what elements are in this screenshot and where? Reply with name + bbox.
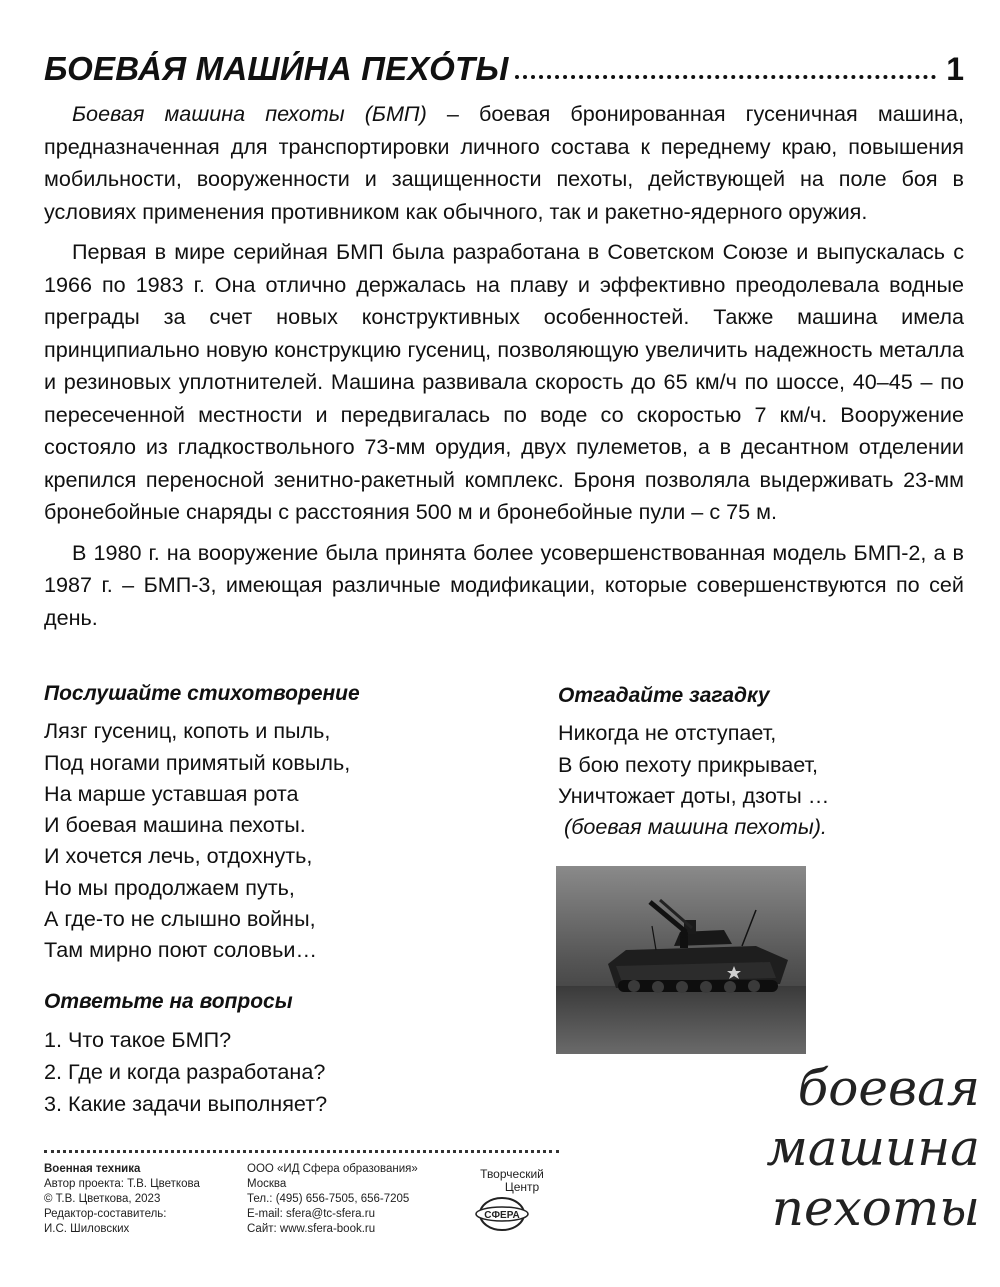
bmp-vehicle-illustration — [556, 866, 806, 1054]
page-header — [44, 40, 964, 88]
poem-line: Лязг гусениц, копоть и пыль, — [44, 718, 331, 744]
term-bmp: Боевая машина пехоты (БМП) — [72, 101, 427, 126]
article-paragraph-2: Первая в мире серийная БМП была разработана в Советском Союзе и выпускалась с 1966 по 1983 г. Она отлично держалась на плаву и эффективно преодолевала водные преграды за счет новых конструктивных особенностей. Также машина имела принципиально новую конструкцию гусениц, позволяющую увеличить надежность металла и резиновых уплотнителей. Машина развивала скорость до 65 км/ч по шоссе, 40–45 – по пересеченной местности и передвигалась по воде со скоростью 7 км/ч. Вооружение состояло из гладкоствольного 73-мм орудия, двух пулеметов, а в десантном отделении крепился переносной зенитно-ракетный комплекс. Броня позволяла выдерживать 23-мм бронебойные снаряды с расстояния 500 м и бронебойные пули – с 75 м. — [44, 239, 964, 524]
cursive-caption — [690, 1058, 980, 1238]
riddle-line: Никогда не отступает, — [558, 720, 777, 746]
project-author: Автор проекта: Т.В. Цветкова — [44, 1178, 200, 1190]
poem-line: И хочется лечь, отдохнуть, — [44, 843, 313, 869]
poem-line: На марше уставшая рота — [44, 780, 299, 806]
poem-section — [44, 678, 524, 966]
editor-name: И.С. Шиловских — [44, 1223, 130, 1235]
article-text — [44, 98, 964, 642]
questions-list — [44, 1024, 524, 1120]
question-item: 3. Какие задачи выполняет? — [44, 1091, 328, 1116]
poem-lines — [44, 715, 524, 965]
logo-line-2: Центр — [504, 1180, 540, 1194]
riddle-line: Уничтожает доты, дзоты … — [558, 782, 830, 808]
poem-line: Там мирно поют соловьи… — [44, 937, 318, 963]
publisher-name: ООО «ИД Сфера образования» — [247, 1163, 418, 1175]
publisher-email: E-mail: sfera@tc-sfera.ru — [247, 1208, 375, 1220]
poem-line: А где-то не слышно войны, — [44, 906, 316, 932]
bmp-vehicle-photo — [556, 866, 806, 1054]
article-paragraph-1 — [44, 98, 964, 228]
riddle-line: В бою пехоту прикрывает, — [558, 751, 818, 777]
question-item: 2. Где и когда разработана? — [44, 1059, 326, 1084]
cursive-line: машина — [766, 1119, 980, 1177]
publisher-city: Москва — [247, 1178, 287, 1190]
publisher-phone: Тел.: (495) 656-7505, 656-7205 — [247, 1193, 410, 1205]
questions-section — [44, 986, 524, 1120]
title-leader-dots — [515, 75, 937, 79]
sfera-logo-icon — [462, 1194, 562, 1234]
copyright: © Т.В. Цветкова, 2023 — [44, 1193, 161, 1205]
logo-line-1: Творческий — [480, 1167, 544, 1181]
poem-line: Но мы продолжаем путь, — [44, 874, 295, 900]
footer-divider — [44, 1150, 559, 1153]
riddle-answer: (боевая машина пехоты). — [564, 814, 827, 840]
footer-credits — [44, 1162, 200, 1237]
poem-line: Под ногами примятый ковыль, — [44, 749, 351, 775]
article-paragraph-3: В 1980 г. на вооружение была принята более усовершенствованная модель БМП-2, а в 1987 г. – БМП-3, имеющая различные модификации, которые совершенствуются по сей день. — [44, 539, 964, 630]
riddle-lines — [558, 717, 958, 842]
series-name: Военная техника — [44, 1163, 141, 1175]
poem-line: И боевая машина пехоты. — [44, 812, 306, 838]
logo-word: СФЕРА — [484, 1210, 520, 1221]
riddle-section — [558, 680, 958, 842]
page-number: 1 — [946, 51, 964, 87]
page-title: БОЕВА́Я МАШИ́НА ПЕХО́ТЫ — [44, 50, 509, 87]
publisher-site: Сайт: www.sfera-book.ru — [247, 1223, 376, 1235]
cursive-line: пехоты — [771, 1179, 980, 1237]
cursive-line: боевая — [797, 1059, 980, 1117]
question-item: 1. Что такое БМП? — [44, 1027, 232, 1052]
footer-publisher — [247, 1162, 418, 1237]
paragraph-1-text: – боевая бронированная гусеничная машина, предназначенная для транспортировки личного состава к переднему краю, повышения мобильности, вооруженности и защищенности пехоты, действующей на поле боя в условиях применения противником как обычного, так и ракетно-ядерного оружия. — [44, 101, 964, 224]
poem-heading: Послушайте стихотворение — [44, 682, 360, 705]
publisher-logo — [462, 1168, 562, 1238]
riddle-heading: Отгадайте загадку — [558, 684, 770, 707]
questions-heading: Ответьте на вопросы — [44, 990, 293, 1013]
editor-label: Редактор-составитель: — [44, 1208, 167, 1220]
